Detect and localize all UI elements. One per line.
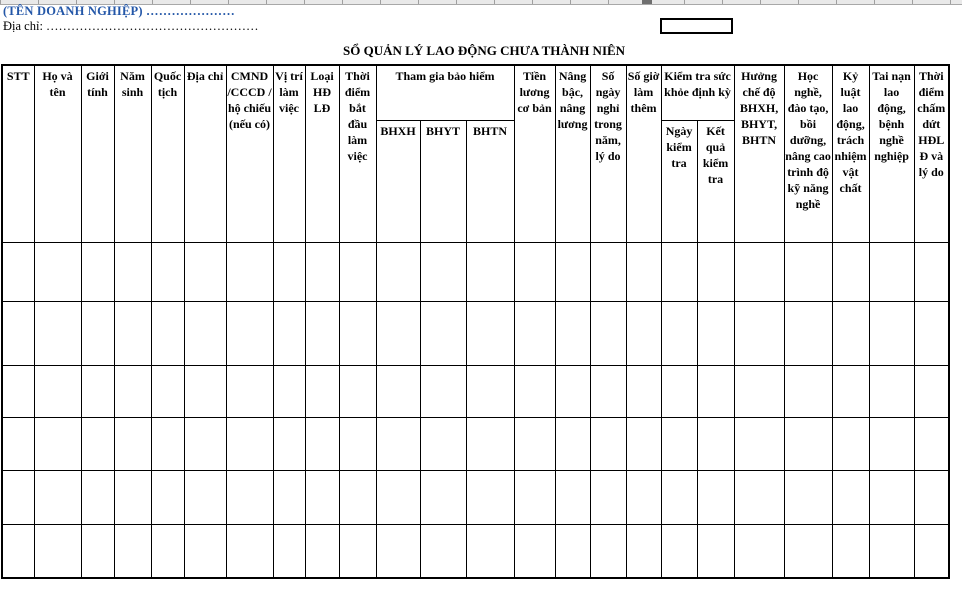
body-cell[interactable] [869,470,914,524]
address-label: Địa chỉ: [3,19,43,33]
body-cell[interactable] [514,470,555,524]
body-cell[interactable] [697,417,734,470]
code-box[interactable] [660,18,733,34]
body-cell[interactable] [869,242,914,301]
body-cell[interactable] [184,417,226,470]
body-cell[interactable] [590,301,626,365]
body-cell[interactable] [114,470,151,524]
body-cell[interactable] [151,242,184,301]
table-row [2,365,949,417]
body-cell[interactable] [376,470,420,524]
col-header-quoc-tich: Quốc tịch [151,65,184,242]
col-header-bhyt: BHYT [420,120,466,242]
body-cell[interactable] [2,417,34,470]
col-header-gioi-tinh: Giới tính [81,65,114,242]
body-cell[interactable] [626,470,661,524]
body-cell[interactable] [273,301,305,365]
body-cell[interactable] [869,301,914,365]
body-cell[interactable] [869,524,914,578]
col-header-tien-luong: Tiền lương cơ bản [514,65,555,242]
body-cell[interactable] [339,242,376,301]
body-cell[interactable] [151,417,184,470]
body-cell[interactable] [2,524,34,578]
col-header-vi-tri: Vị trí làm việc [273,65,305,242]
body-cell[interactable] [226,524,273,578]
col-header-so-gio-lam-them: Số giờ làm thêm [626,65,661,242]
table-body [2,242,949,578]
body-cell[interactable] [832,301,869,365]
body-cell[interactable] [661,470,697,524]
body-cell[interactable] [81,301,114,365]
body-cell[interactable] [734,524,784,578]
body-cell[interactable] [114,301,151,365]
body-cell[interactable] [466,242,514,301]
body-cell[interactable] [734,242,784,301]
body-cell[interactable] [514,524,555,578]
table-header [2,65,949,242]
body-cell[interactable] [697,470,734,524]
body-cell[interactable] [626,524,661,578]
body-cell[interactable] [514,301,555,365]
body-cell[interactable] [305,524,339,578]
body-cell[interactable] [832,242,869,301]
body-cell[interactable] [34,470,81,524]
body-cell[interactable] [2,242,34,301]
body-cell[interactable] [661,524,697,578]
body-cell[interactable] [514,365,555,417]
minor-workers-table [1,64,950,579]
body-cell[interactable] [114,524,151,578]
body-cell[interactable] [734,301,784,365]
table-row [2,301,949,365]
table-row [2,524,949,578]
body-cell[interactable] [626,242,661,301]
body-cell[interactable] [114,365,151,417]
col-header-tai-nan: Tai nạn lao động, bệnh nghề nghiệp [869,65,914,242]
col-header-ket-qua-kiem-tra: Kết quả kiểm tra [697,120,734,242]
body-cell[interactable] [661,242,697,301]
body-cell[interactable] [81,524,114,578]
body-cell[interactable] [555,524,590,578]
body-cell[interactable] [697,242,734,301]
col-header-bhtn: BHTN [466,120,514,242]
body-cell[interactable] [784,470,832,524]
body-cell[interactable] [2,365,34,417]
body-cell[interactable] [697,365,734,417]
body-cell[interactable] [832,365,869,417]
body-cell[interactable] [420,417,466,470]
body-cell[interactable] [184,242,226,301]
body-cell[interactable] [226,301,273,365]
col-header-hoc-nghe: Học nghề, đào tạo, bồi dưỡng, nâng cao trình độ kỹ năng nghề [784,65,832,242]
body-cell[interactable] [81,365,114,417]
body-cell[interactable] [784,417,832,470]
body-cell[interactable] [555,301,590,365]
body-cell[interactable] [661,417,697,470]
body-cell[interactable] [151,524,184,578]
body-cell[interactable] [305,365,339,417]
body-cell[interactable] [869,417,914,470]
col-header-thoi-diem-cham-dut: Thời điểm chấm dứt HĐLĐ và lý do [914,65,949,242]
col-header-thoi-diem-bat-dau: Thời điểm bắt đầu làm việc [339,65,376,242]
body-cell[interactable] [466,470,514,524]
body-cell[interactable] [305,301,339,365]
body-cell[interactable] [376,524,420,578]
body-cell[interactable] [184,524,226,578]
col-header-bhxh: BHXH [376,120,420,242]
body-cell[interactable] [114,417,151,470]
body-cell[interactable] [339,365,376,417]
body-cell[interactable] [555,365,590,417]
body-cell[interactable] [226,242,273,301]
body-cell[interactable] [184,301,226,365]
body-cell[interactable] [81,242,114,301]
body-cell[interactable] [514,242,555,301]
col-header-ho-ten: Họ và tên [34,65,81,242]
body-cell[interactable] [151,301,184,365]
body-cell[interactable] [2,301,34,365]
col-header-ngay-kiem-tra: Ngày kiểm tra [661,120,697,242]
body-cell[interactable] [734,365,784,417]
body-cell[interactable] [273,365,305,417]
body-cell[interactable] [81,417,114,470]
body-cell[interactable] [832,524,869,578]
body-cell[interactable] [784,301,832,365]
body-cell[interactable] [555,417,590,470]
body-cell[interactable] [226,365,273,417]
body-cell[interactable] [734,417,784,470]
col-header-nang-bac: Nâng bậc, nâng lương [555,65,590,242]
body-cell[interactable] [339,470,376,524]
col-group-kiem-tra-suc-khoe: Kiểm tra sức khỏe định kỳ [661,65,734,120]
body-cell[interactable] [339,417,376,470]
col-header-loai-hd: Loại HĐ LĐ [305,65,339,242]
body-cell[interactable] [420,365,466,417]
body-cell[interactable] [273,242,305,301]
body-cell[interactable] [590,242,626,301]
body-cell[interactable] [339,301,376,365]
body-cell[interactable] [376,301,420,365]
column-drag-mark [642,0,652,4]
body-cell[interactable] [420,524,466,578]
body-cell[interactable] [226,470,273,524]
body-cell[interactable] [590,365,626,417]
table-row [2,470,949,524]
body-cell[interactable] [590,470,626,524]
body-cell[interactable] [914,417,949,470]
body-cell[interactable] [590,417,626,470]
col-group-tham-gia-bao-hiem: Tham gia bảo hiểm [376,65,514,120]
col-header-stt: STT [2,65,34,242]
body-cell[interactable] [151,470,184,524]
body-cell[interactable] [420,242,466,301]
body-cell[interactable] [914,365,949,417]
body-cell[interactable] [734,470,784,524]
body-cell[interactable] [914,242,949,301]
page-title: SỔ QUẢN LÝ LAO ĐỘNG CHƯA THÀNH NIÊN [343,43,626,58]
body-cell[interactable] [626,301,661,365]
body-cell[interactable] [697,524,734,578]
body-cell[interactable] [184,365,226,417]
body-cell[interactable] [34,524,81,578]
body-cell[interactable] [305,242,339,301]
body-cell[interactable] [466,365,514,417]
body-cell[interactable] [305,417,339,470]
body-cell[interactable] [832,417,869,470]
body-cell[interactable] [273,470,305,524]
body-cell[interactable] [784,365,832,417]
address-dots: …………………………………………… [46,19,259,33]
body-cell[interactable] [661,301,697,365]
body-cell[interactable] [466,524,514,578]
body-cell[interactable] [151,365,184,417]
body-cell[interactable] [626,417,661,470]
body-cell[interactable] [376,417,420,470]
col-header-dia-chi: Địa chỉ [184,65,226,242]
col-header-nam-sinh: Năm sinh [114,65,151,242]
body-cell[interactable] [376,242,420,301]
body-cell[interactable] [34,242,81,301]
body-cell[interactable] [466,417,514,470]
body-cell[interactable] [34,301,81,365]
body-cell[interactable] [832,470,869,524]
body-cell[interactable] [420,470,466,524]
body-cell[interactable] [914,470,949,524]
body-cell[interactable] [661,365,697,417]
body-cell[interactable] [184,470,226,524]
body-cell[interactable] [273,524,305,578]
body-cell[interactable] [784,242,832,301]
body-cell[interactable] [914,301,949,365]
body-cell[interactable] [420,301,466,365]
col-header-ky-luat: Kỷ luật lao động, trách nhiệm vật chất [832,65,869,242]
table-row [2,417,949,470]
body-cell[interactable] [376,365,420,417]
body-cell[interactable] [697,301,734,365]
table-row [2,242,949,301]
body-cell[interactable] [555,470,590,524]
body-cell[interactable] [626,365,661,417]
body-cell[interactable] [114,242,151,301]
body-cell[interactable] [226,417,273,470]
body-cell[interactable] [869,365,914,417]
company-name-line: (TÊN DOANH NGHIỆP) ………………… [3,4,235,18]
col-header-cmnd: CMND /CCCD / hộ chiếu (nếu có) [226,65,273,242]
address-line [3,19,259,34]
body-cell[interactable] [81,470,114,524]
body-cell[interactable] [273,417,305,470]
body-cell[interactable] [514,417,555,470]
body-cell[interactable] [590,524,626,578]
body-cell[interactable] [466,301,514,365]
body-cell[interactable] [305,470,339,524]
body-cell[interactable] [2,470,34,524]
body-cell[interactable] [34,417,81,470]
col-header-so-ngay-nghi: Số ngày nghỉ trong năm, lý do [590,65,626,242]
body-cell[interactable] [784,524,832,578]
body-cell[interactable] [339,524,376,578]
body-cell[interactable] [34,365,81,417]
body-cell[interactable] [914,524,949,578]
body-cell[interactable] [555,242,590,301]
col-header-huong-che-do: Hưởng chế độ BHXH, BHYT, BHTN [734,65,784,242]
